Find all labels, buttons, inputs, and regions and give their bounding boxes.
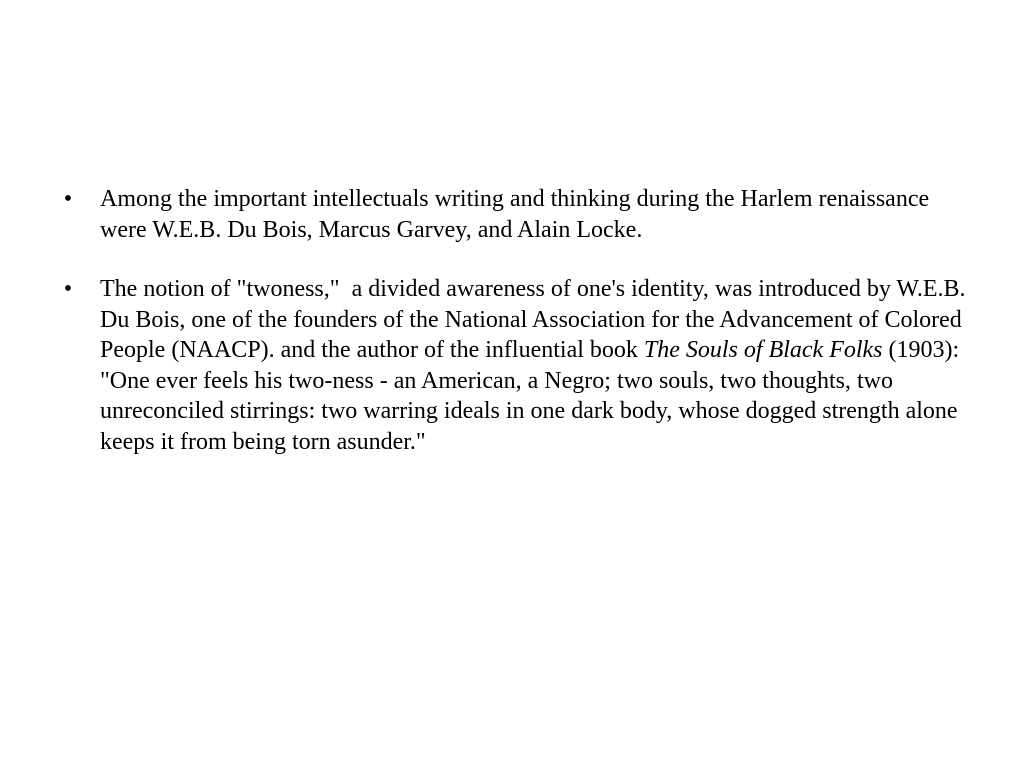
bullet-marker: • — [63, 276, 73, 302]
bullet-text: Among the important intellectuals writing and thinking during the Harlem renaissance were W.E.B. Du Bois, Marcus Garvey, and Alain Locke. — [100, 186, 936, 243]
bullet-list — [58, 184, 972, 486]
bullet-marker: • — [63, 186, 73, 212]
bullet-text-group — [100, 274, 972, 457]
bullet-text-before: The notion of "twoness," a divided awareness of one's identity, was introduced by W.E.B. Du Bois, one of the founders of the National Association for the Advancement of Colored People (NAACP). and the author of the influential book — [100, 276, 972, 363]
bullet-text-after: (1903): "One ever feels his two-ness - an American, a Negro; two souls, two thoughts, two unreconciled stirrings: two warring ideals in one dark body, whose dogged strength alone keeps it from being torn asunder." — [100, 337, 966, 455]
book-title: The Souls of Black Folks — [643, 337, 883, 363]
bullet-item-twoness — [58, 274, 972, 457]
bullet-item-intellectuals — [58, 184, 968, 245]
